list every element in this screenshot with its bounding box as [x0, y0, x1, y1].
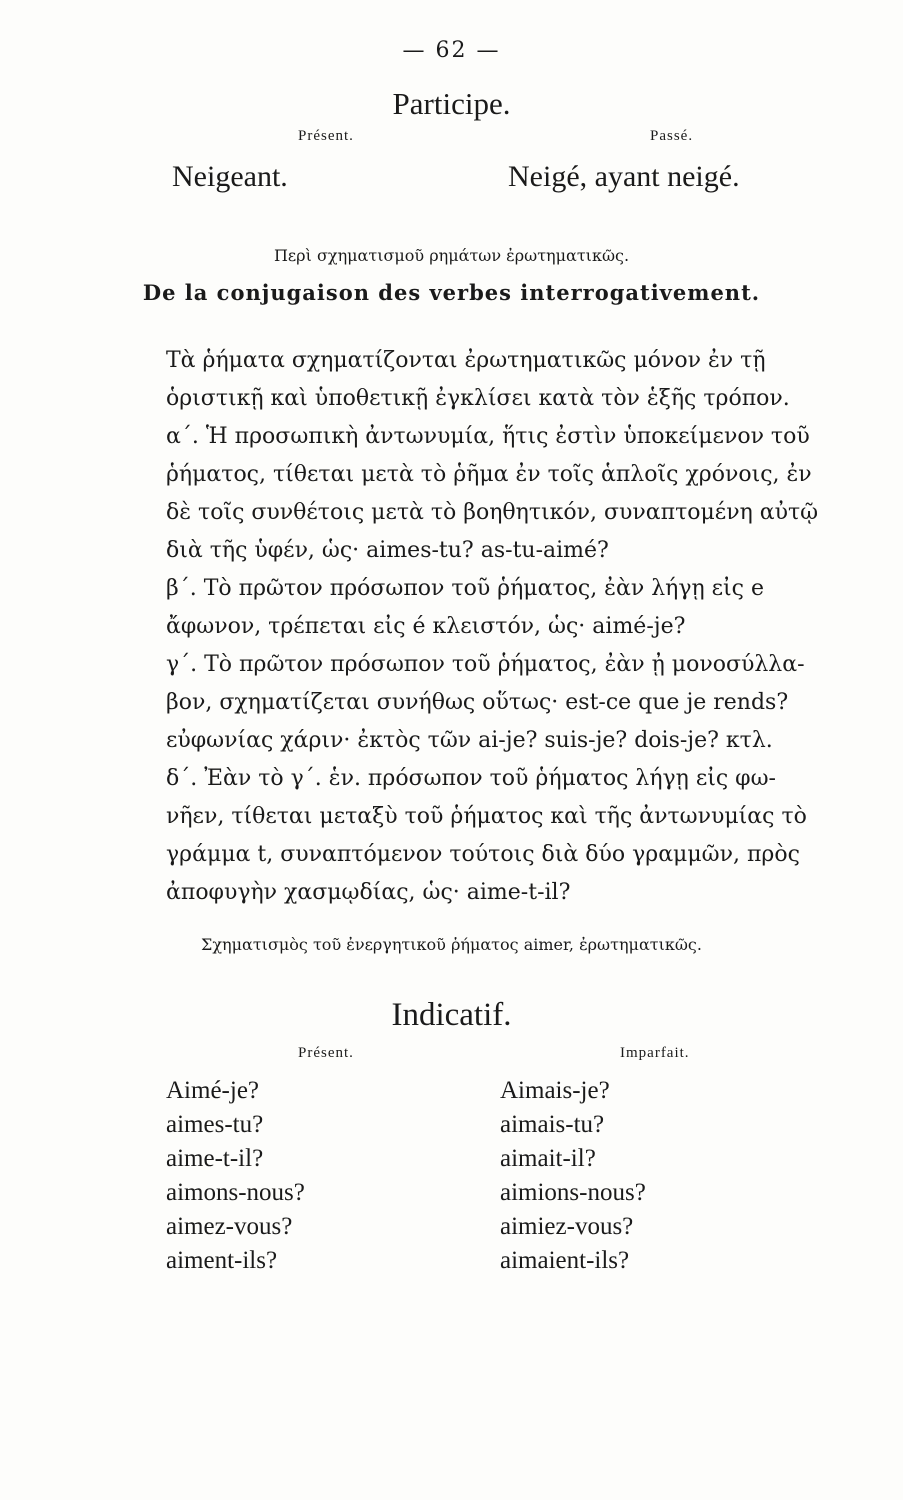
- greek-section-heading: Περὶ σχηματισμοῦ ρημάτων ἐρωτηματικῶς.: [273, 246, 630, 265]
- conjugation-form: aimions-nous?: [500, 1179, 646, 1206]
- paragraph-line: ἀποφυγὴν χασμῳδίας, ὡς· aime-t-il?: [166, 880, 571, 905]
- paragraph-line: γράμμα t, συναπτόμενον τούτοις διὰ δύο γραμμῶν, πρὸς: [166, 842, 800, 867]
- conjugation-form: aimez-vous?: [166, 1213, 293, 1240]
- participle-title: Participe.: [392, 86, 511, 121]
- conjugation-heading: Σχηματισμὸς τοῦ ἐνεργητικοῦ ῥήματος aimer, ἐρωτηματικῶς.: [201, 935, 702, 954]
- conjugation-form: aime-t-il?: [166, 1145, 264, 1172]
- conjugation-form: aimait-il?: [500, 1145, 596, 1172]
- imparfait-conjugation-column: [500, 1074, 646, 1278]
- conjugation-form: aimaient-ils?: [500, 1247, 630, 1274]
- paragraph-line: ῥήματος, τίθεται μετὰ τὸ ῥῆμα ἐν τοῖς ἁπλοῖς χρόνοις, ἐν: [166, 462, 812, 487]
- present-column-label: Présent.: [298, 1045, 354, 1061]
- paragraph-line: δὲ τοῖς συνθέτοις μετὰ τὸ βοηθητικόν, συναπτομένη αὐτῷ: [166, 500, 819, 525]
- conjugation-form: Aimé-je?: [166, 1077, 260, 1104]
- paragraph-line: διὰ τῆς ὑφέν, ὡς· aimes-tu? as-tu-aimé?: [166, 538, 609, 563]
- paragraph-line: εὐφωνίας χάριν· ἐκτὸς τῶν ai-je? suis-je? dois-je? κτλ.: [166, 728, 773, 753]
- page-number: — 62 —: [402, 38, 501, 63]
- conjugation-form: aimes-tu?: [166, 1111, 264, 1138]
- paragraph-line: γ΄. Τὸ πρῶτον πρόσωπον τοῦ ῥήματος, ἐὰν ᾖ μονοσύλλα-: [166, 652, 805, 677]
- paragraph-line: δ΄. Ἐὰν τὸ γ΄. ἑν. πρόσωπον τοῦ ῥήματος λήγῃ εἰς φω-: [166, 766, 776, 791]
- paragraph-line: βον, σχηματίζεται συνήθως οὕτως· est-ce que je rends?: [166, 690, 789, 715]
- paragraph-line: α΄. Ἡ προσωπικὴ ἀντωνυμία, ἥτις ἐστὶν ὑποκείμενον τοῦ: [166, 424, 810, 449]
- conjugation-form: aimons-nous?: [166, 1179, 305, 1206]
- conjugation-form: aimiez-vous?: [500, 1213, 634, 1240]
- paragraph-line: β΄. Τὸ πρῶτον πρόσωπον τοῦ ῥήματος, ἐὰν λήγῃ εἰς e: [166, 576, 765, 601]
- participle-present-label: Présent.: [298, 128, 354, 144]
- conjugation-form: aiment-ils?: [166, 1247, 278, 1274]
- participle-present-form: Neigeant.: [172, 160, 288, 193]
- indicatif-title: Indicatif.: [391, 997, 512, 1033]
- paragraph-line: Τὰ ῥήματα σχηματίζονται ἐρωτηματικῶς μόνον ἐν τῇ: [166, 348, 766, 373]
- conjugation-form: aimais-tu?: [500, 1111, 605, 1138]
- french-section-heading: De la conjugaison des verbes interrogativement.: [142, 280, 761, 305]
- participle-passe-label: Passé.: [650, 128, 694, 144]
- paragraph-line: ὁριστικῇ καὶ ὑποθετικῇ ἐγκλίσει κατὰ τὸν ἑξῆς τρόπον.: [166, 386, 790, 411]
- paragraph-line: νῆεν, τίθεται μεταξὺ τοῦ ῥήματος καὶ τῆς ἀντωνυμίας τὸ: [166, 804, 807, 829]
- participle-passe-form: Neigé, ayant neigé.: [508, 160, 740, 193]
- present-conjugation-column: [166, 1074, 305, 1278]
- paragraph-line: ἄφωνον, τρέπεται εἰς é κλειστόν, ὡς· aimé-je?: [166, 614, 686, 639]
- imparfait-column-label: Imparfait.: [620, 1045, 690, 1061]
- conjugation-form: Aimais-je?: [500, 1077, 610, 1104]
